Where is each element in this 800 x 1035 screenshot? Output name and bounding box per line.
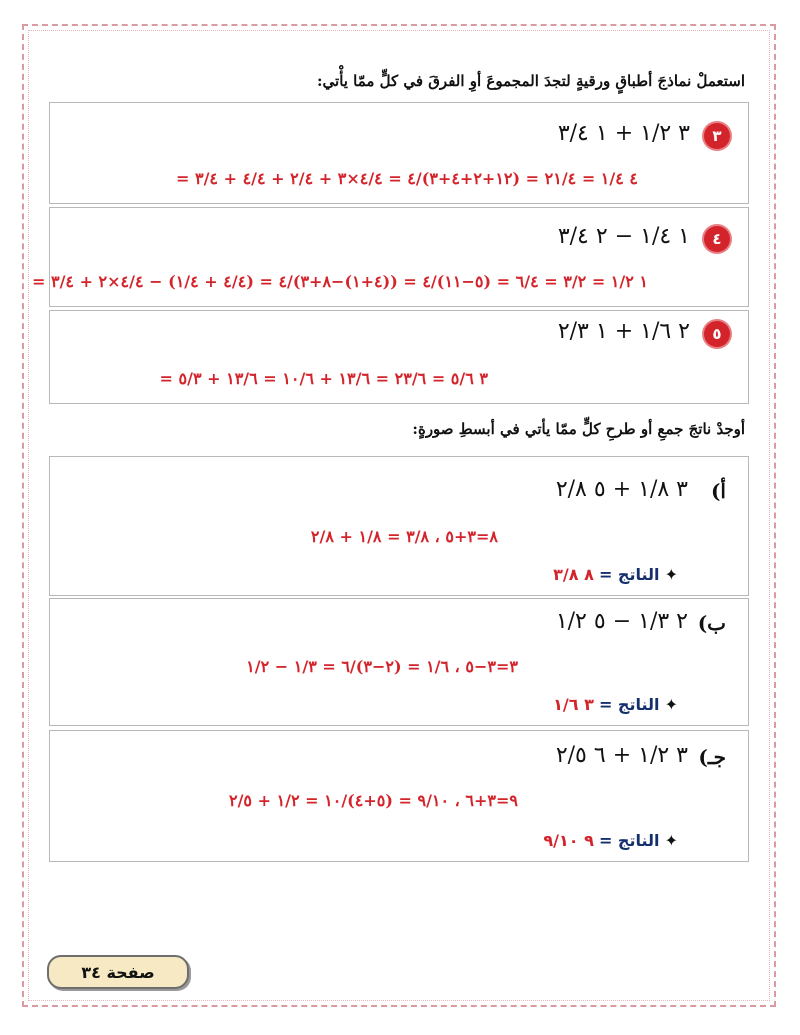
problem-expression: ٣ ١/٢ + ٦ ٢/٥: [555, 743, 688, 768]
instruction-heading-2: أوجدْ ناتجَ جمعِ أو طرحِ كلٍّ ممّا يأتي في أبسطِ صورةٍ:: [412, 420, 745, 438]
problem-box-4: [31, 207, 749, 307]
result-label: الناتج =: [598, 831, 660, 850]
problem-expression: ١ ١/٤ − ٢ ٣/٤: [557, 224, 690, 249]
problem-expression: ٢ ١/٦ + ١ ٢/٣: [557, 319, 690, 344]
problem-expression: ٣ ١/٢ + ١ ٣/٤: [557, 121, 690, 146]
problem-box-5: [49, 310, 749, 404]
problem-expression: ٣ ١/٨ + ٥ ٢/٨: [555, 477, 688, 502]
question-number-badge: ٤: [704, 226, 730, 252]
problem-box-3: [49, 102, 749, 204]
problem-box-c: [49, 730, 749, 862]
problem-box-b: [49, 598, 749, 726]
worked-solution: ١ ١/٢ = ٣/٢ = ٦/٤ = (٥−١١)/٤ = ((٤+١)−٨+٣)/٤ = (٤/٤ + ١/٤) − ٤/٤×٢ + ٣/٤ =: [31, 272, 648, 291]
result-line: [553, 695, 678, 714]
four-point-star-icon: ✦: [659, 565, 678, 584]
result-label: الناتج =: [598, 565, 660, 584]
four-point-star-icon: ✦: [659, 695, 678, 714]
problem-letter: ب): [697, 611, 726, 635]
result-value: ٩ ٩/١٠: [543, 831, 594, 850]
worked-solution: ٩=٣+٦ ، ٩/١٠ = (٥+٤)/١٠ = ١/٢ + ٢/٥: [228, 791, 518, 810]
result-value: ٨ ٣/٨: [553, 565, 594, 584]
four-point-star-icon: ✦: [659, 831, 678, 850]
problem-expression: ٢ ١/٣ − ٥ ١/٢: [555, 609, 688, 634]
page-number-tag: صفحة ٣٤: [47, 955, 189, 989]
result-line: [543, 831, 678, 850]
result-line: [553, 565, 678, 584]
worked-solution: ٨=٣+٥ ، ٣/٨ = ١/٨ + ٢/٨: [310, 527, 498, 546]
instruction-heading-1: استعملْ نماذجَ أطباقٍ ورقيةٍ لتجدَ المجموعَ أوِ الفرقَ في كلٍّ ممّا يأْتي:: [317, 72, 745, 90]
problem-letter: جـ): [698, 745, 726, 769]
result-value: ٣ ١/٦: [553, 695, 594, 714]
problem-letter: أ): [710, 479, 726, 503]
result-label: الناتج =: [598, 695, 660, 714]
worked-solution: ٣ ٥/٦ = ٢٣/٦ = ١٣/٦ + ١٠/٦ = ١٣/٦ + ٥/٣ =: [159, 369, 488, 388]
problem-box-a: [49, 456, 749, 596]
worked-solution: ٤ ١/٤ = ٢١/٤ = (١٢+٢+٤+٣)/٤ = ٤/٤×٣ + ٢/٤ + ٤/٤ + ٣/٤ =: [176, 169, 638, 188]
worked-solution: ٣=٣−٥ ، ١/٦ = (٢−٣)/٦ = ١/٣ − ١/٢: [246, 657, 518, 676]
question-number-badge: ٣: [704, 123, 730, 149]
question-number-badge: ٥: [704, 321, 730, 347]
